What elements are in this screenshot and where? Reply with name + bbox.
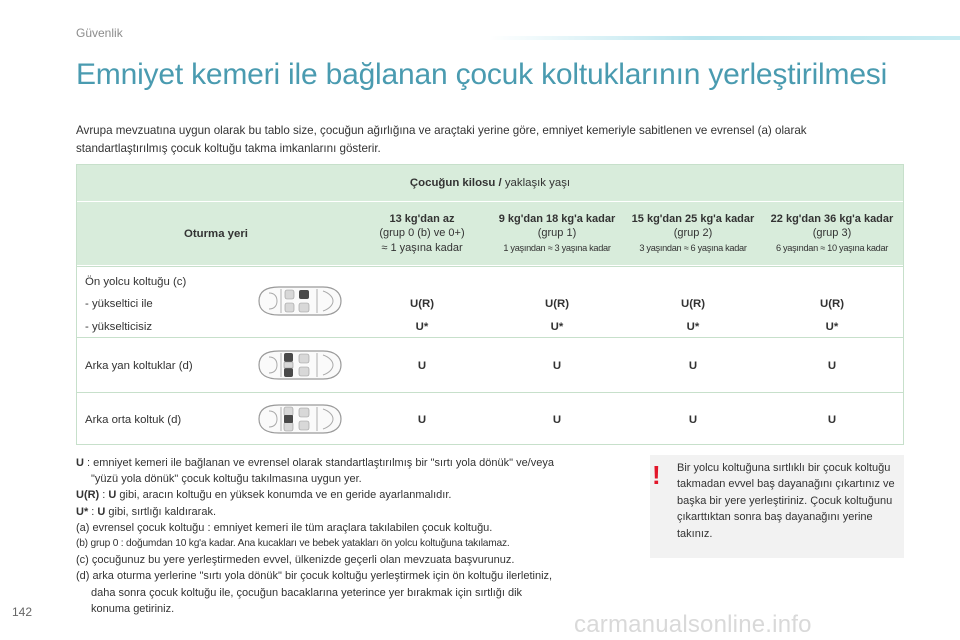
table-row-front-seat: [77, 266, 903, 336]
group-name: (grup 3): [812, 226, 852, 239]
group-weight: 15 kg'dan 25 kg'a kadar: [631, 212, 755, 225]
seat-label: Arka yan koltuklar (d): [85, 360, 193, 372]
seat-label: Arka orta koltuk (d): [85, 414, 182, 426]
page-title: Emniyet kemeri ile bağlanan çocuk koltuklarının yerleştirilmesi: [76, 58, 888, 91]
table-cell: U*: [825, 321, 839, 333]
note-d-cont: daha sonra çocuk koltuğu ile, çocuğun bacaklarına yeterince yer bırakmak için sırtlığı dik: [91, 586, 523, 599]
note-d: (d) arka oturma yerlerine "sırtı yola dönük" bir çocuk koltuğu yerleştirmek için ön koltuğu ilerletiniz,: [76, 570, 553, 583]
group-age: 1 yaşından ≈ 3 yaşına kadar: [503, 242, 611, 253]
table-cell: U: [827, 414, 837, 426]
intro-paragraph: Avrupa mevzuatına uygun olarak bu tablo size, çocuğun ağırlığına ve araçtaki yerine göre, emniyet kemeriyle sabitlenen ve evrensel (a) olarak standartlaştırılmış çocuk koltuğu takma imkanlarını gösterir.: [76, 124, 807, 155]
table-cell: U: [417, 360, 427, 372]
group-column-header: [489, 202, 625, 265]
table-cell: U: [688, 414, 698, 426]
seat-column-header: Oturma yeri: [184, 227, 248, 240]
note-ur: [76, 487, 616, 503]
note-u-cont: "yüzü yola dönük" çocuk koltuğu takılmasına uygun yer.: [91, 473, 362, 486]
note-b: (b) grup 0 : doğumdan 10 kg'a kadar. Ana kucakları ve bebek yatakları ön yolcu koltuğuna takılamaz.: [76, 538, 510, 550]
note-c: (c) çocuğunuz bu yere yerleştirmeden evvel, ülkenizde geçerli olan mevzuata başvurunuz.: [76, 554, 515, 567]
group-header-row: [77, 202, 903, 265]
group-age: 3 yaşından ≈ 6 yaşına kadar: [639, 242, 747, 253]
group-column-header: [761, 202, 903, 265]
note-key: U*: [76, 505, 89, 518]
table-cell: U: [552, 360, 562, 372]
page-number: 142: [12, 605, 33, 619]
group-weight: 9 kg'dan 18 kg'a kadar: [498, 212, 616, 225]
header-gradient-bar: [490, 36, 960, 40]
car-rear-middle-seat-icon: [253, 399, 345, 439]
group-column-header: [355, 202, 489, 265]
warning-icon: !: [652, 460, 661, 490]
group-age: ≈ 1 yaşına kadar: [381, 241, 463, 254]
table-cell: U*: [415, 321, 429, 333]
watermark: carmanualsonline.info: [574, 611, 812, 638]
car-rear-side-seats-icon: [253, 345, 345, 385]
table-row-rear-side: [77, 337, 903, 391]
warning-text: Bir yolcu koltuğuna sırtlıklı bir çocuk koltuğu takmadan evvel baş dayanağını çıkartınız ve başka bir yere yerleştiriniz. Çocuk koltuğunu çıkarttıktan sonra baş dayanağını yerine takınız.: [677, 462, 895, 540]
group-name: (grup 2): [673, 226, 713, 239]
note-key: U: [76, 457, 84, 469]
note-key: U: [108, 489, 117, 502]
seat-sub-label: - yükselticisiz: [85, 321, 153, 333]
note-d-cont: konuma getiriniz.: [91, 602, 175, 615]
weight-header-rest: yaklaşık yaşı: [501, 177, 571, 189]
table-cell: U(R): [544, 298, 570, 310]
table-cell: U: [417, 414, 427, 426]
footnotes: [76, 455, 616, 617]
note-sep: :: [99, 489, 109, 502]
table-cell: U(R): [680, 298, 706, 310]
table-cell: U: [688, 360, 698, 372]
group-column-header: [625, 202, 761, 265]
group-name: (grup 1): [537, 226, 577, 239]
note-text: : emniyet kemeri ile bağlanan ve evrensel olarak standartlaştırılmış bir "sırtı yola dönük" ve/veya: [83, 457, 554, 469]
group-weight: 22 kg'dan 36 kg'a kadar: [770, 212, 894, 225]
child-seat-table: [76, 164, 904, 445]
table-cell: U: [552, 414, 562, 426]
note-text: gibi, sırtlığı kaldırarak.: [105, 505, 217, 518]
weight-header: [77, 165, 903, 201]
table-row-rear-middle: [77, 392, 903, 444]
group-weight: 13 kg'dan az: [389, 212, 455, 225]
note-key: U: [97, 505, 106, 518]
car-front-seat-icon: [253, 281, 345, 321]
group-age: 6 yaşından ≈ 10 yaşına kadar: [775, 242, 889, 253]
table-cell: U(R): [409, 298, 435, 310]
table-cell: U*: [550, 321, 564, 333]
table-cell: U(R): [819, 298, 845, 310]
weight-header-bold: Çocuğun kilosu /: [409, 177, 502, 189]
seat-label: Ön yolcu koltuğu (c): [85, 276, 187, 288]
note-ustar: [76, 504, 616, 520]
note-u: [76, 455, 616, 471]
section-label: Güvenlik: [76, 26, 123, 40]
table-cell: U: [827, 360, 837, 372]
note-text: gibi, aracın koltuğu en yüksek konumda ve en geride ayarlanmalıdır.: [116, 489, 452, 502]
note-a: (a) evrensel çocuk koltuğu : emniyet kemeri ile tüm araçlara takılabilen çocuk koltuğu.: [76, 521, 493, 534]
seat-sub-label: - yükseltici ile: [85, 298, 153, 310]
note-sep: :: [88, 505, 98, 518]
table-cell: U*: [686, 321, 700, 333]
group-name: (grup 0 (b) ve 0+): [379, 226, 465, 239]
note-key: U(R): [76, 489, 100, 502]
